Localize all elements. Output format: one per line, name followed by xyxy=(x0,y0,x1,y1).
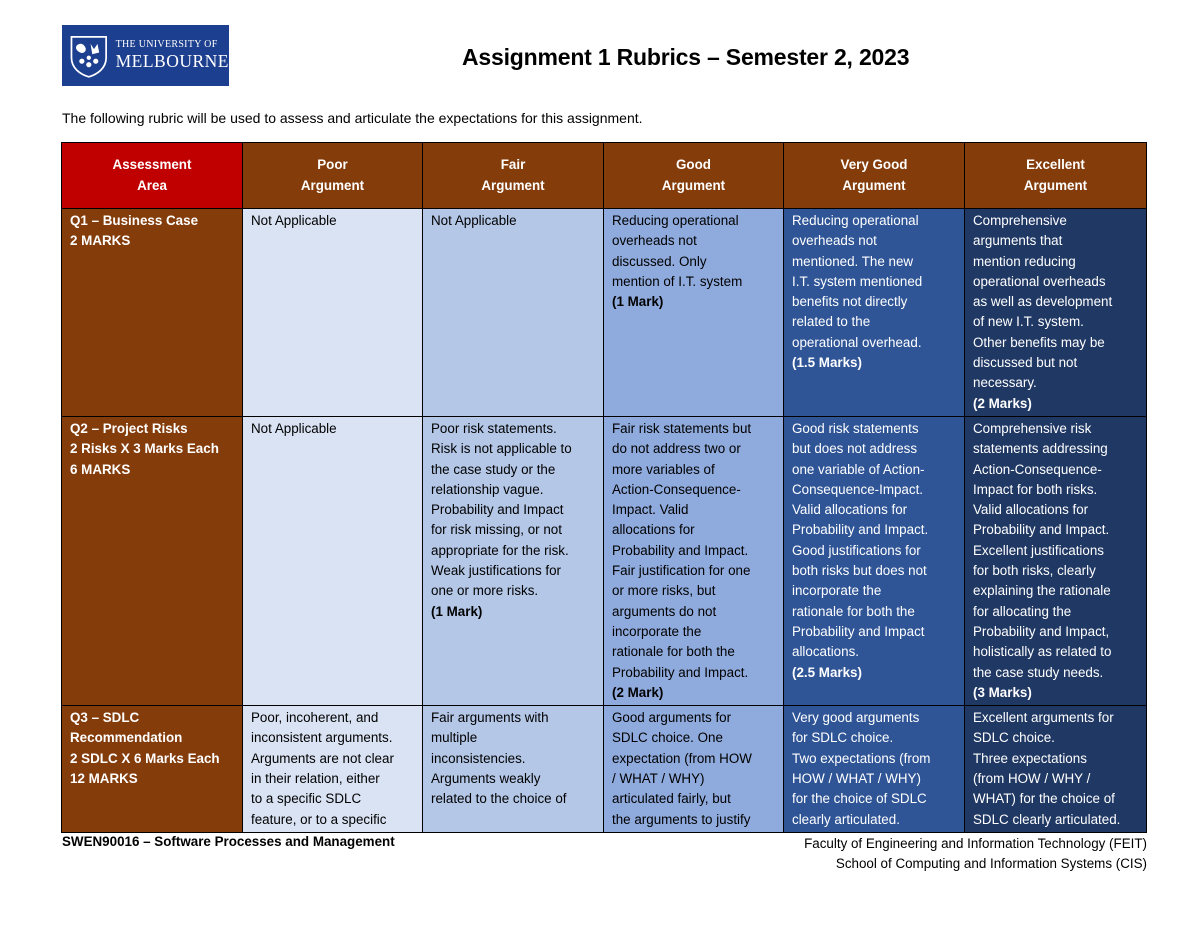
cell-text-line: but does not address xyxy=(792,441,918,457)
header-row xyxy=(62,143,1147,209)
rubric-row xyxy=(62,209,1147,417)
logo-line-1: THE UNIVERSITY OF xyxy=(115,39,218,51)
cell-text-line: mention of I.T. system xyxy=(612,273,743,289)
cell-text-line: Poor risk statements. xyxy=(431,420,557,436)
cell-text-line: of new I.T. system. xyxy=(973,314,1084,330)
marks-label: (2 Mark) xyxy=(612,684,664,700)
cell-text-line: or more risks, but xyxy=(612,583,716,599)
cell-text-line: Impact for both risks. xyxy=(973,481,1098,497)
cell-text-line: overheads not xyxy=(612,233,697,249)
cell-text-line: to a specific SDLC xyxy=(251,791,362,807)
footer-faculty-line: Faculty of Engineering and Information Technology (FEIT) xyxy=(804,836,1147,851)
cell-text-line: Probability and Impact. xyxy=(612,664,749,680)
good-cell xyxy=(604,706,784,833)
cell-text-line: for SDLC choice. xyxy=(792,730,894,746)
crest-icon xyxy=(68,30,110,82)
cell-text-line: WHAT) for the choice of xyxy=(973,791,1115,807)
cell-text-line: the case study needs. xyxy=(973,664,1104,680)
cell-text-line: Weak justifications for xyxy=(431,563,561,579)
footer-school-line: School of Computing and Information Systems (CIS) xyxy=(835,856,1147,871)
cell-text-line: I.T. system mentioned xyxy=(792,273,923,289)
cell-text-line: relationship vague. xyxy=(431,481,544,497)
area-line: 12 MARKS xyxy=(70,771,138,787)
header-assessment-area: Assessment Area xyxy=(62,143,243,209)
cell-text-line: necessary. xyxy=(973,375,1037,391)
cell-text-line: Not Applicable xyxy=(251,420,337,436)
cell-text-line: mentioned. The new xyxy=(792,253,914,269)
cell-text-line: operational overhead. xyxy=(792,334,922,350)
cell-text-line: (from HOW / WHY / xyxy=(973,771,1091,787)
cell-text-line: Excellent arguments for xyxy=(973,710,1114,726)
cell-text-line: allocations for xyxy=(612,522,695,538)
header-good: Good Argument xyxy=(604,143,784,209)
fair-cell xyxy=(423,416,604,705)
cell-text-line: more variables of xyxy=(612,461,715,477)
excellent-cell xyxy=(965,209,1147,417)
assessment-area-cell xyxy=(62,209,243,417)
cell-text-line: articulated fairly, but xyxy=(612,791,731,807)
cell-text-line: mention reducing xyxy=(973,253,1076,269)
cell-text-line: Very good arguments xyxy=(792,710,920,726)
cell-text-line: rationale for both the xyxy=(792,603,915,619)
intro-text: The following rubric will be used to assess and articulate the expectations for this assignment. xyxy=(62,110,643,126)
cell-text-line: arguments that xyxy=(973,233,1063,249)
cell-text-line: for the choice of SDLC xyxy=(792,791,927,807)
cell-text-line: for allocating the xyxy=(973,603,1072,619)
cell-text-line: benefits not directly xyxy=(792,294,908,310)
cell-text-line: Reducing operational xyxy=(612,213,739,228)
cell-text-line: Two expectations (from xyxy=(792,750,931,766)
cell-text-line: SDLC clearly articulated. xyxy=(973,811,1121,827)
cell-text-line: inconsistencies. xyxy=(431,750,526,766)
cell-text-line: as well as development xyxy=(973,294,1113,310)
area-line: 6 MARKS xyxy=(70,461,131,477)
excellent-cell xyxy=(965,706,1147,833)
excellent-cell xyxy=(965,416,1147,705)
cell-text-line: discussed. Only xyxy=(612,253,707,269)
cell-text-line: Not Applicable xyxy=(431,213,517,228)
cell-text-line: for risk missing, or not xyxy=(431,522,562,538)
poor-cell xyxy=(243,706,423,833)
cell-text-line: expectation (from HOW xyxy=(612,750,752,766)
very-good-cell xyxy=(784,209,965,417)
rubric-row xyxy=(62,416,1147,705)
cell-text-line: related to the xyxy=(792,314,871,330)
cell-text-line: Other benefits may be xyxy=(973,334,1105,350)
cell-text-line: Not Applicable xyxy=(251,213,337,228)
cell-text-line: Probability and Impact. xyxy=(612,542,749,558)
cell-text-line: arguments do not xyxy=(612,603,717,619)
cell-text-line: holistically as related to xyxy=(973,644,1112,660)
cell-text-line: operational overheads xyxy=(973,273,1106,289)
cell-text-line: multiple xyxy=(431,730,478,746)
cell-text-line: appropriate for the risk. xyxy=(431,542,569,558)
very-good-cell xyxy=(784,706,965,833)
header-excellent: Excellent Argument xyxy=(965,143,1147,209)
cell-text-line: Arguments are not clear xyxy=(251,750,394,766)
cell-text-line: / WHAT / WHY) xyxy=(612,771,705,787)
cell-text-line: Probability and Impact, xyxy=(973,623,1110,639)
poor-cell xyxy=(243,209,423,417)
cell-text-line: inconsistent arguments. xyxy=(251,730,393,746)
cell-text-line: discussed but not xyxy=(973,355,1078,371)
cell-text-line: SDLC choice. One xyxy=(612,730,723,746)
cell-text-line: HOW / WHAT / WHY) xyxy=(792,771,921,787)
cell-text-line: incorporate the xyxy=(612,623,702,639)
cell-text-line: Consequence-Impact. xyxy=(792,481,924,497)
cell-text-line: in their relation, either xyxy=(251,771,380,787)
header-fair: Fair Argument xyxy=(423,143,604,209)
cell-text-line: Arguments weakly xyxy=(431,771,541,787)
cell-text-line: Comprehensive risk xyxy=(973,420,1092,436)
rubric-table xyxy=(61,142,1147,833)
cell-text-line: Good justifications for xyxy=(792,542,921,558)
cell-text-line: overheads not xyxy=(792,233,877,249)
cell-text-line: clearly articulated. xyxy=(792,811,900,827)
cell-text-line: Poor, incoherent, and xyxy=(251,710,379,726)
cell-text-line: explaining the rationale xyxy=(973,583,1111,599)
area-line: Q1 – Business Case xyxy=(70,213,199,228)
cell-text-line: Risk is not applicable to xyxy=(431,441,572,457)
good-cell xyxy=(604,209,784,417)
logo-line-2: MELBOURNE xyxy=(115,51,229,72)
marks-label: (2 Marks) xyxy=(973,395,1032,411)
cell-text-line: Valid allocations for xyxy=(792,502,908,518)
cell-text-line: SDLC choice. xyxy=(973,730,1055,746)
area-line: 2 SDLC X 6 Marks Each xyxy=(70,750,220,766)
page-title: Assignment 1 Rubrics – Semester 2, 2023 xyxy=(462,44,910,70)
header-poor: Poor Argument xyxy=(243,143,423,209)
very-good-cell xyxy=(784,416,965,705)
footer-course: SWEN90016 – Software Processes and Management xyxy=(62,834,395,849)
area-line: Q2 – Project Risks xyxy=(70,420,188,436)
cell-text-line: Fair risk statements but xyxy=(612,420,752,436)
cell-text-line: Action-Consequence- xyxy=(612,481,741,497)
marks-label: (1 Mark) xyxy=(612,294,664,310)
cell-text-line: Three expectations xyxy=(973,750,1087,766)
area-line: Recommendation xyxy=(70,730,183,746)
cell-text-line: one variable of Action- xyxy=(792,461,925,477)
cell-text-line: incorporate the xyxy=(792,583,882,599)
cell-text-line: Reducing operational xyxy=(792,213,919,228)
assessment-area-cell xyxy=(62,416,243,705)
marks-label: (3 Marks) xyxy=(973,684,1032,700)
cell-text-line: Action-Consequence- xyxy=(973,461,1102,477)
poor-cell xyxy=(243,416,423,705)
assessment-area-cell xyxy=(62,706,243,833)
cell-text-line: allocations. xyxy=(792,644,859,660)
cell-text-line: Fair justification for one xyxy=(612,563,751,579)
cell-text-line: feature, or to a specific xyxy=(251,811,387,827)
rubric-row xyxy=(62,706,1147,833)
marks-label: (1 Mark) xyxy=(431,603,483,619)
cell-text-line: statements addressing xyxy=(973,441,1108,457)
cell-text-line: Probability and Impact xyxy=(792,623,925,639)
cell-text-line: Probability and Impact. xyxy=(792,522,929,538)
cell-text-line: related to the choice of xyxy=(431,791,567,807)
cell-text-line: Good risk statements xyxy=(792,420,919,436)
cell-text-line: Valid allocations for xyxy=(973,502,1089,518)
good-cell xyxy=(604,416,784,705)
university-logo xyxy=(62,25,229,86)
cell-text-line: Probability and Impact. xyxy=(973,522,1110,538)
footer-faculty xyxy=(804,834,1147,874)
header-very-good: Very Good Argument xyxy=(784,143,965,209)
fair-cell xyxy=(423,706,604,833)
cell-text-line: Excellent justifications xyxy=(973,542,1104,558)
area-line: 2 MARKS xyxy=(70,233,131,249)
area-line: Q3 – SDLC xyxy=(70,710,140,726)
fair-cell xyxy=(423,209,604,417)
cell-text-line: Fair arguments with xyxy=(431,710,549,726)
cell-text-line: the case study or the xyxy=(431,461,556,477)
cell-text-line: Probability and Impact xyxy=(431,502,564,518)
marks-label: (2.5 Marks) xyxy=(792,664,862,680)
area-line: 2 Risks X 3 Marks Each xyxy=(70,441,219,457)
cell-text-line: for both risks, clearly xyxy=(973,563,1096,579)
cell-text-line: both risks but does not xyxy=(792,563,927,579)
cell-text-line: Impact. Valid xyxy=(612,502,689,518)
marks-label: (1.5 Marks) xyxy=(792,355,862,371)
cell-text-line: the arguments to justify xyxy=(612,811,751,827)
cell-text-line: Comprehensive xyxy=(973,213,1067,228)
cell-text-line: do not address two or xyxy=(612,441,741,457)
cell-text-line: rationale for both the xyxy=(612,644,735,660)
cell-text-line: one or more risks. xyxy=(431,583,539,599)
cell-text-line: Good arguments for xyxy=(612,710,732,726)
